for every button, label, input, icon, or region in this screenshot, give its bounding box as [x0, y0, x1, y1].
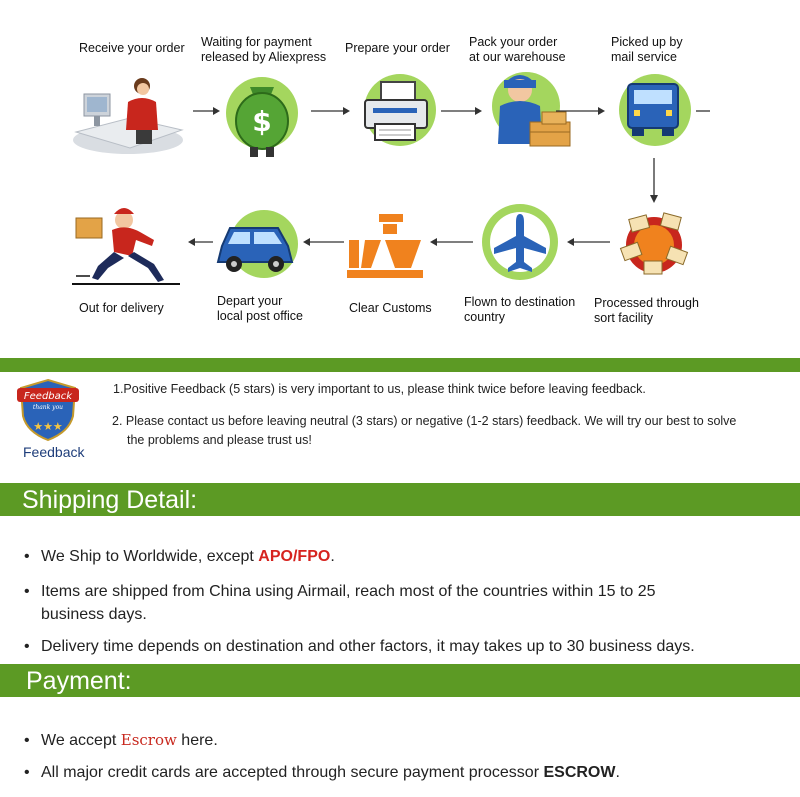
feedback-label: Feedback	[23, 444, 85, 460]
step-label-waiting-line1: Waiting for payment	[201, 35, 312, 49]
shipping-item-3-text: Delivery time depends on destination and other factors, it may takes up to 30 business days.	[41, 638, 695, 655]
printer-icon	[355, 68, 440, 153]
step-label-delivery: Out for delivery	[79, 301, 164, 315]
shipping-item-1-text: We Ship to Worldwide, except	[41, 548, 259, 565]
step-label-picked-line2: mail service	[611, 50, 677, 64]
receive-order-icon	[70, 70, 185, 160]
feedback-note-2-line2: the problems and please trust us!	[127, 433, 312, 447]
mail-truck-icon	[610, 66, 695, 156]
step-label-pack-line1: Pack your order	[469, 35, 558, 49]
flow-arrow	[311, 106, 351, 116]
payment-title: Payment:	[26, 667, 132, 695]
step-label-flown-line2: country	[464, 310, 505, 324]
step-label-waiting-line2: released by Aliexpress	[201, 50, 327, 64]
svg-text:★★★: ★★★	[33, 420, 63, 433]
step-label-processed-line2: sort facility	[594, 311, 654, 325]
step-label-picked	[611, 35, 683, 65]
flow-arrow	[566, 237, 610, 247]
shipping-item-3	[24, 635, 744, 658]
sort-facility-globe-icon	[614, 205, 694, 285]
apo-fpo-highlight: APO/FPO	[258, 548, 331, 565]
step-label-pack-line2: at our warehouse	[469, 50, 566, 64]
flow-arrow	[429, 237, 473, 247]
payment-list	[24, 729, 744, 784]
payment-item-1-suffix: here.	[176, 732, 218, 749]
payment-item-2-suffix: .	[615, 764, 620, 781]
payment-money-bag-icon	[222, 65, 302, 160]
delivery-car-icon	[212, 206, 302, 286]
step-label-picked-line1: Picked up by	[611, 35, 683, 49]
feedback-note-2-line1: 2. Please contact us before leaving neutral (3 stars) or negative (1-2 stars) feedback. We will try our best to solve	[112, 414, 737, 428]
step-label-customs: Clear Customs	[349, 301, 432, 315]
customs-officer-icon	[345, 210, 425, 280]
shipping-header-bar	[0, 483, 800, 516]
payment-header-bar	[0, 664, 800, 697]
payment-item-2	[24, 761, 744, 784]
escrow-bold: ESCROW	[543, 764, 616, 781]
step-label-depart-line2: local post office	[217, 309, 303, 323]
step-label-depart-line1: Depart your	[217, 294, 283, 308]
feedback-divider-bar	[0, 358, 800, 372]
step-label-flown-line1: Flown to destination	[464, 295, 576, 309]
shipping-title: Shipping Detail:	[22, 486, 198, 514]
shipping-list	[24, 545, 744, 658]
step-label-pack	[469, 35, 566, 65]
step-label-processed-line1: Processed through	[594, 296, 699, 310]
feedback-note-2	[112, 412, 736, 450]
escrow-highlight: Escrow	[120, 731, 177, 749]
payment-item-2-text: All major credit cards are accepted through secure payment processor	[41, 764, 544, 781]
flow-arrow	[556, 106, 606, 116]
feedback-note-1: 1.Positive Feedback (5 stars) is very important to us, please think twice before leaving feedback.	[113, 382, 646, 396]
flow-arrow	[696, 106, 712, 116]
step-label-receive: Receive your order	[79, 41, 185, 55]
shipping-item-2-text: Items are shipped from China using Airmail, reach most of the countries within 15 to 25 business days.	[41, 583, 656, 623]
step-label-prepare: Prepare your order	[345, 41, 450, 55]
shipping-item-1	[24, 545, 744, 568]
delivery-courier-icon	[68, 200, 188, 290]
step-label-processed	[594, 296, 699, 326]
dollar-symbol: $	[252, 105, 272, 138]
flow-arrow-down	[649, 158, 659, 204]
flow-arrow	[302, 237, 344, 247]
step-label-flown	[464, 295, 575, 325]
flow-arrow	[187, 237, 213, 247]
badge-subtext: thank you	[32, 404, 64, 411]
shipping-item-1-suffix: .	[330, 548, 335, 565]
badge-text: Feedback	[23, 391, 73, 402]
step-label-depart	[217, 294, 303, 324]
shipping-item-2	[24, 580, 701, 626]
flow-arrow	[441, 106, 483, 116]
payment-item-1	[24, 729, 744, 752]
flow-arrow	[193, 106, 221, 116]
feedback-badge-icon	[17, 376, 79, 442]
airplane-icon	[478, 200, 558, 285]
step-label-waiting	[201, 35, 326, 65]
payment-item-1-text: We accept	[41, 732, 121, 749]
